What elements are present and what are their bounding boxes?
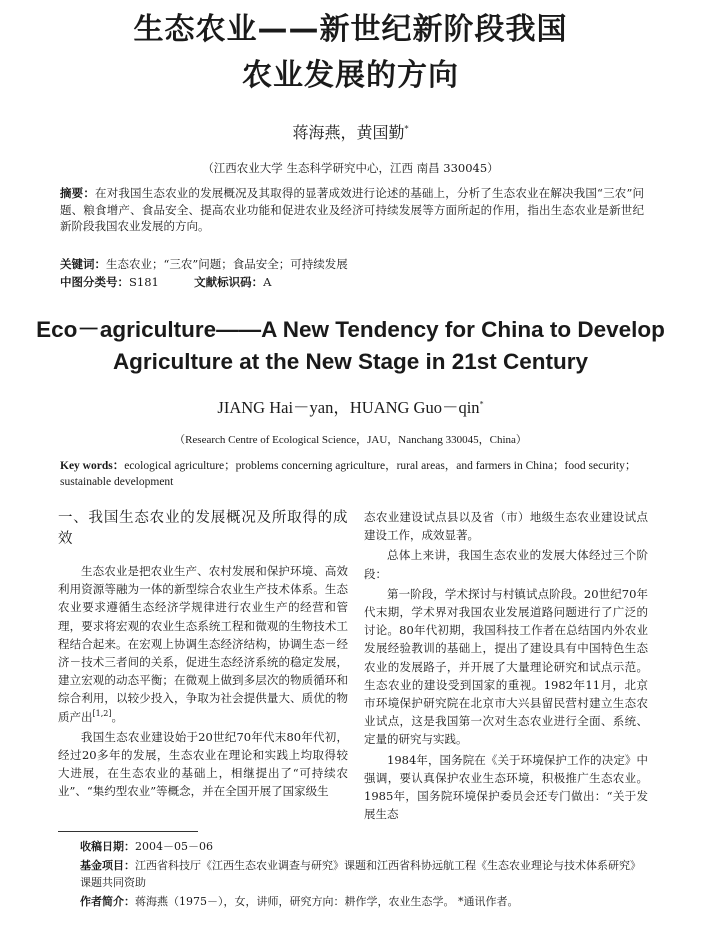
title-cn-line1: 生态农业——新世纪新阶段我国 — [133, 12, 568, 47]
doc-code-label: 文献标识码： — [194, 275, 264, 289]
corresponding-star: * — [458, 895, 464, 908]
right-column — [364, 508, 648, 825]
classification — [60, 274, 644, 291]
body-paragraph: 我国生态农业建设始于20世纪70年代末80年代初，经过20多年的发展，生态农业在理论和实践上均取得较大进展，在生态农业的基础上，相继提出了“可持续农业”、“集约型农业”等概念，并在全国开展了国家级生 — [58, 729, 348, 799]
keywords-cn — [60, 256, 644, 273]
body-paragraph: 态农业建设试点县以及省（市）地级生态农业建设试点建设工作，成效显著。 — [364, 510, 648, 543]
left-column — [58, 508, 348, 803]
author-bio-text: 蒋海燕（1975－），女，讲师，研究方向：耕作学，农业生态学。 — [135, 895, 455, 908]
body-text: 生态农业是把农业生产、农村发展和保护环境、高效利用资源等融为一体的新型综合农业生产技术体系。生态农业要求遵循生态经济学规律进行农业生产的经营和管理，要求将宏观的农业生态系统工程和微观的生物技术工程结合起来。在宏观上协调生态经济结构，协调生态－经济－技术三者间的关系，促进生态经济系统的稳定发展，建立宏观的动态平衡；在微观上做到多层次的物质循环和综合利用，以较少投入，争取为社会提供量大、质优的物质产出 — [58, 564, 348, 724]
keywords-en-label: Key words： — [60, 460, 125, 472]
corresponding-mark: * — [404, 124, 409, 134]
keywords-cn-label: 关键词： — [60, 257, 106, 271]
received-label: 收稿日期： — [80, 840, 135, 853]
corresponding-mark-en: * — [479, 399, 484, 409]
affiliation-en: （Research Centre of Ecological Science，JAU，Nanchang 330045，China） — [174, 434, 527, 446]
footnote-fund — [58, 857, 648, 891]
body-text-end: 。 — [111, 709, 123, 724]
keywords-en-text: ecological agriculture；problems concerning agriculture，rural areas，and farmers in China；food security；sustainable development — [60, 460, 637, 488]
author-bio-label: 作者简介： — [80, 895, 135, 908]
authors-en — [0, 394, 701, 418]
body-paragraph — [58, 562, 348, 726]
title-cn-line2: 农业发展的方向 — [242, 58, 459, 93]
keywords-cn-text: 生态农业；“三农”问题；食品安全；可持续发展 — [106, 257, 348, 271]
title-en-line1: Eco－agriculture——A New Tendency for China to Develop — [36, 317, 665, 342]
abstract-label: 摘要： — [60, 186, 96, 200]
body-paragraph: 总体上来讲，我国生态农业的发展大体经过三个阶段： — [364, 548, 648, 581]
keywords-en — [60, 458, 646, 490]
fund-text: 江西省科技厅《江西生态农业调查与研究》课题和江西省科协远航工程《生态农业理论与技术体系研究》课题共同资助 — [80, 859, 641, 889]
authors-cn-names: 蒋海燕，黄国勤 — [292, 123, 405, 142]
abstract-text: 在对我国生态农业的发展概况及其取得的显著成效进行论述的基础上，分析了生态农业在解决我国“三农”问题、粮食增产、食品安全、提高农业功能和促进农业及经济可持续发展等方面所起的作用，指出生态农业是新世纪新阶段我国农业发展的方向。 — [60, 186, 644, 233]
footnote-author — [58, 893, 648, 910]
citation: [1,2] — [92, 708, 112, 718]
corresponding-text: 通讯作者。 — [463, 895, 519, 908]
received-value: 2004－05－06 — [135, 840, 213, 853]
affiliation-cn: （江西农业大学 生态科学研究中心，江西 南昌 330045） — [202, 161, 499, 175]
footnote-received — [58, 838, 648, 855]
authors-cn — [0, 120, 701, 143]
footnote-divider — [58, 831, 198, 832]
footnotes — [58, 838, 648, 910]
section-heading: 一、我国生态农业的发展概况及所取得的成效 — [58, 510, 348, 547]
body-paragraph: 第一阶段，学术探讨与村镇试点阶段。20世纪70年代末期，学术界对我国农业发展道路问题进行了广泛的讨论。80年代初期，我国科技工作者在总结国内外农业发展经验教训的基础上，提出了建设具有中国特色生态农业的发展路子，并开展了大量理论研究和试点示范。生态农业的建设受到国家的重视。1982年11月，北京市环境保护研究院在北京市大兴县留民营村建立生态农业试点，这是我国第一次对生态农业进行全面、系统、定量的研究与实践。 — [364, 586, 648, 747]
body-paragraph: 1984年，国务院在《关于环境保护工作的决定》中强调，要认真保护农业生态环境，积极推广生态农业。1985年，国务院环境保护委员会还专门做出：“关于发展生态 — [364, 752, 648, 822]
clc-value: S181 — [129, 275, 159, 289]
authors-en-names: JIANG Hai－yan，HUANG Guo－qin — [217, 398, 480, 417]
fund-label: 基金项目： — [80, 859, 135, 872]
title-en-line2: Agriculture at the New Stage in 21st Century — [112, 349, 589, 374]
clc-label: 中图分类号： — [60, 275, 129, 289]
doc-code-value: A — [263, 275, 272, 289]
abstract-cn — [60, 185, 644, 235]
